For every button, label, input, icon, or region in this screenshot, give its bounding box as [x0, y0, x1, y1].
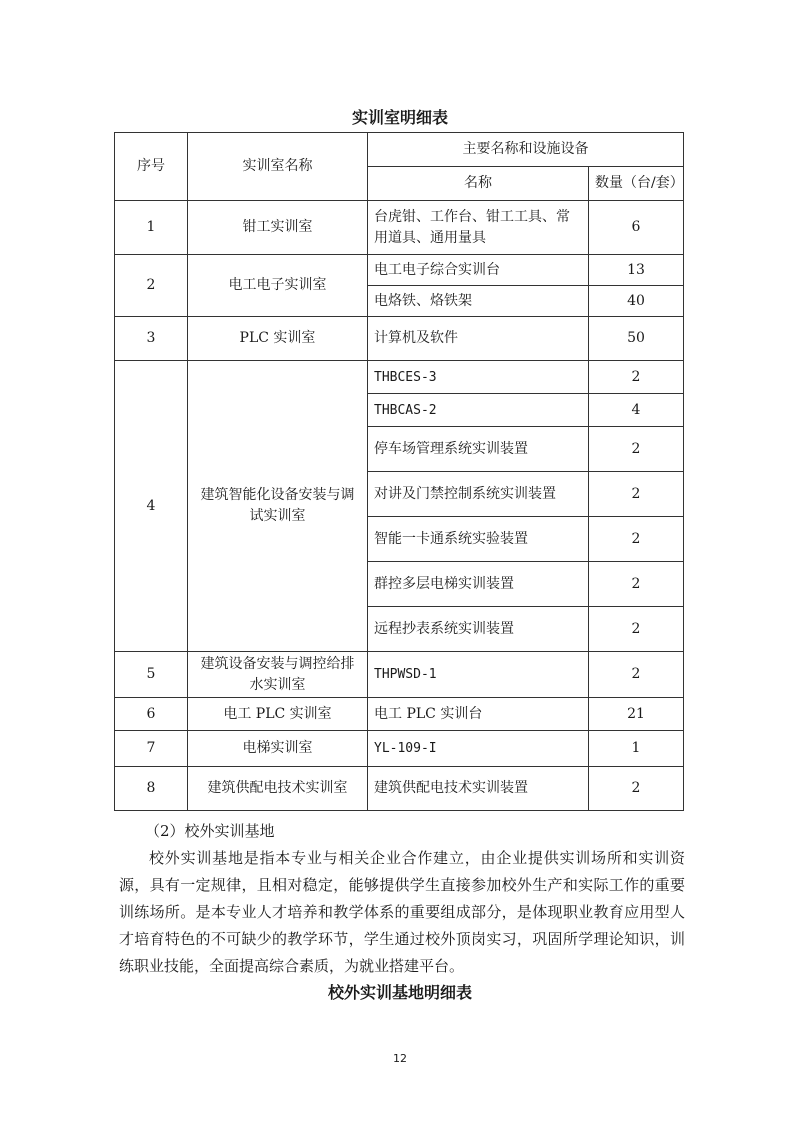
- item-name: 台虎钳、工作台、钳工工具、常用道具、通用量具: [368, 201, 589, 255]
- row-room-name: 建筑智能化设备安装与调试实训室: [188, 361, 368, 652]
- row-room-name: 钳工实训室: [188, 201, 368, 255]
- item-name: 建筑供配电技术实训装置: [368, 767, 589, 811]
- row-room-name: 建筑设备安装与调控给排水实训室: [188, 652, 368, 698]
- row-room-name: 建筑供配电技术实训室: [188, 767, 368, 811]
- row-room-name: 电工电子实训室: [188, 255, 368, 317]
- table-row: [115, 767, 684, 811]
- header-quantity: 数量（台/套）: [589, 167, 684, 201]
- page-number: 12: [393, 1052, 407, 1065]
- table-row: [115, 255, 684, 286]
- item-name: 停车场管理系统实训装置: [368, 427, 589, 472]
- row-seq: 6: [115, 698, 188, 731]
- item-quantity: 21: [589, 698, 684, 731]
- item-quantity: 1: [589, 731, 684, 767]
- item-quantity: 50: [589, 317, 684, 361]
- header-seq: 序号: [115, 133, 188, 201]
- item-name: 电工 PLC 实训台: [368, 698, 589, 731]
- item-quantity: 6: [589, 201, 684, 255]
- row-seq: 5: [115, 652, 188, 698]
- item-quantity: 40: [589, 286, 684, 317]
- header-room-name: 实训室名称: [188, 133, 368, 201]
- body-paragraph: 校外实训基地是指本专业与相关企业合作建立，由企业提供实训场所和实训资源，具有一定规律，且相对稳定，能够提供学生直接参加校外生产和实际工作的重要训练场所。是本专业人才培养和教学体系的重要组成部分，是体现职业教育应用型人才培育特色的不可缺少的教学环节，学生通过校外顶岗实习，巩固所学理论知识，训练职业技能，全面提高综合素质，为就业搭建平台。: [119, 849, 685, 975]
- item-name: 对讲及门禁控制系统实训装置: [368, 472, 589, 517]
- item-quantity: 4: [589, 394, 684, 427]
- header-equipment-group: 主要名称和设施设备: [368, 133, 684, 167]
- table-row: [115, 698, 684, 731]
- table-row: [115, 652, 684, 698]
- row-seq: 7: [115, 731, 188, 767]
- item-quantity: 13: [589, 255, 684, 286]
- row-room-name: 电梯实训室: [188, 731, 368, 767]
- item-quantity: 2: [589, 562, 684, 607]
- item-name: 智能一卡通系统实验装置: [368, 517, 589, 562]
- row-room-name: 电工 PLC 实训室: [188, 698, 368, 731]
- table-row: [115, 731, 684, 767]
- item-quantity: 2: [589, 472, 684, 517]
- item-quantity: 2: [589, 607, 684, 652]
- item-quantity: 2: [589, 427, 684, 472]
- row-seq: 8: [115, 767, 188, 811]
- row-seq: 3: [115, 317, 188, 361]
- item-name: 电烙铁、烙铁架: [368, 286, 589, 317]
- table-row: [115, 361, 684, 394]
- item-name: 计算机及软件: [368, 317, 589, 361]
- item-name: THBCAS-2: [368, 394, 589, 427]
- item-name: 电工电子综合实训台: [368, 255, 589, 286]
- section-heading: （2）校外实训基地: [145, 822, 275, 840]
- row-seq: 1: [115, 201, 188, 255]
- subtitle: 校外实训基地明细表: [327, 983, 472, 1002]
- row-room-name: PLC 实训室: [188, 317, 368, 361]
- table-row: [115, 317, 684, 361]
- item-quantity: 2: [589, 767, 684, 811]
- lab-table: [114, 132, 684, 811]
- row-seq: 4: [115, 361, 188, 652]
- item-quantity: 2: [589, 517, 684, 562]
- header-item-name: 名称: [368, 167, 589, 201]
- item-quantity: 2: [589, 652, 684, 698]
- page-title: 实训室明细表: [351, 108, 448, 127]
- item-name: YL-109-I: [368, 731, 589, 767]
- table-row: [115, 201, 684, 255]
- item-name: THPWSD-1: [368, 652, 589, 698]
- item-quantity: 2: [589, 361, 684, 394]
- item-name: THBCES-3: [368, 361, 589, 394]
- item-name: 群控多层电梯实训装置: [368, 562, 589, 607]
- item-name: 远程抄表系统实训装置: [368, 607, 589, 652]
- row-seq: 2: [115, 255, 188, 317]
